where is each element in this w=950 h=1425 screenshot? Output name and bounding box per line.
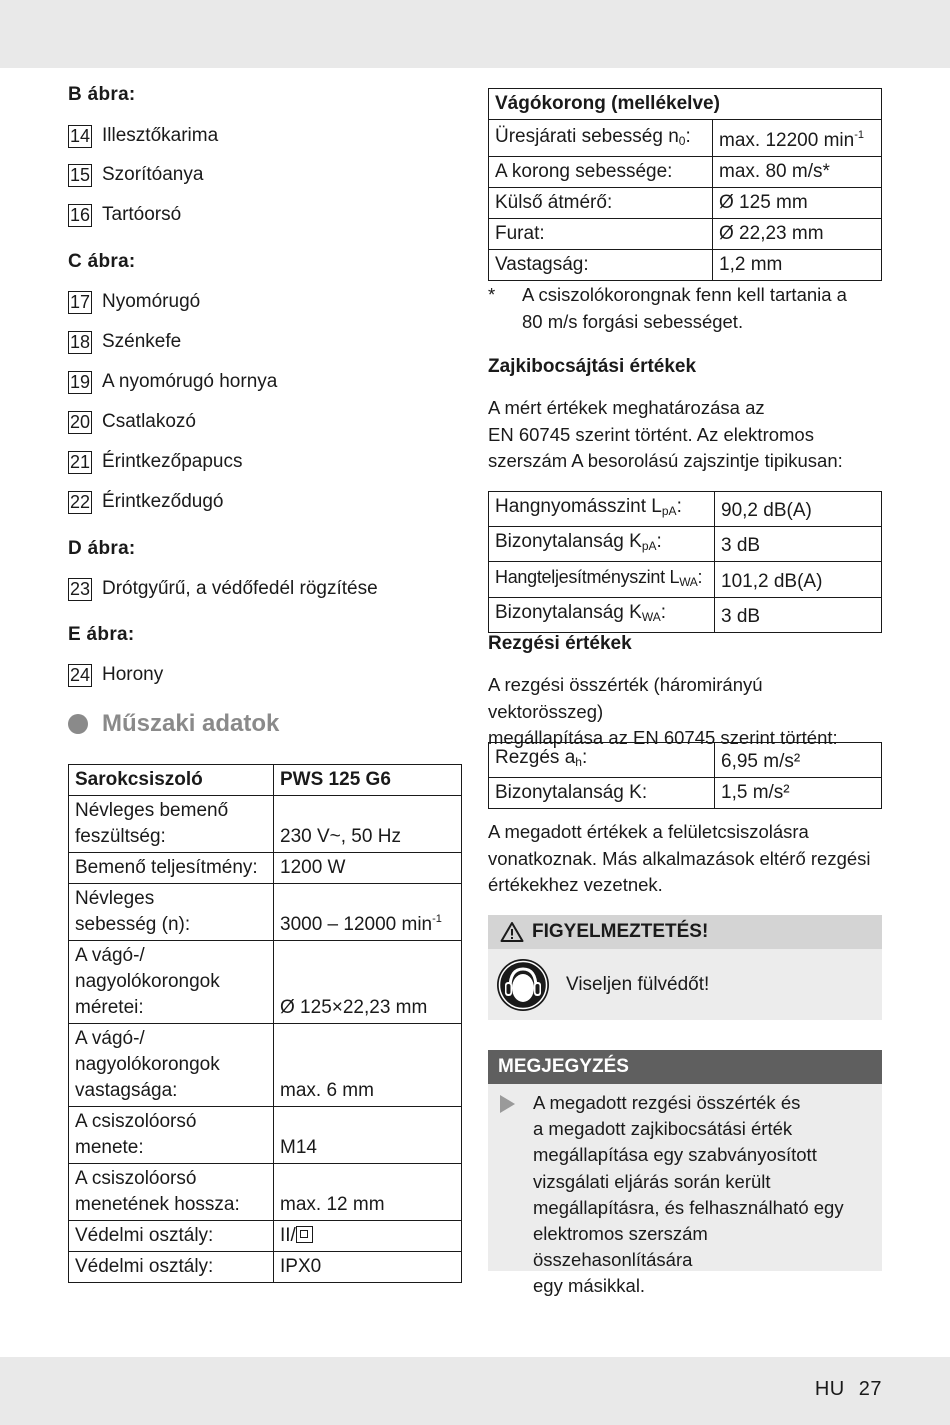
table-cell-value: 1200 W — [274, 853, 462, 884]
table-cell-label — [69, 1024, 274, 1107]
value-superscript: -1 — [432, 913, 442, 925]
label-line: vastagsága: — [75, 1080, 178, 1101]
item-label: Horony — [102, 664, 164, 685]
table-cell-label — [489, 120, 713, 157]
warning-triangle-icon — [500, 921, 524, 943]
item-label: Szénkefe — [102, 331, 182, 352]
paragraph-line: értékekhez vezetnek. — [488, 874, 663, 895]
table-row — [69, 1252, 462, 1283]
paragraph-line: A megadott értékek a felületcsiszolásra — [488, 821, 809, 842]
item-number: 23 — [69, 578, 91, 599]
table-cell-label — [489, 527, 715, 562]
section-bullet-icon — [68, 714, 88, 734]
item-label: Érintkeződugó — [102, 491, 224, 512]
table-cell-label — [489, 598, 715, 633]
note-arrow-icon — [500, 1095, 515, 1113]
table-cell-value: Ø 125×22,23 mm — [274, 941, 462, 1024]
ear-protection-icon — [496, 958, 550, 1012]
table-cell-value: 3 dB — [715, 598, 882, 633]
table-row — [69, 941, 462, 1024]
label-text: Rezgés a — [495, 747, 576, 768]
item-label: A nyomórugó hornya — [102, 371, 278, 392]
list-item — [68, 490, 223, 514]
table-row — [489, 157, 882, 188]
table-cell-label — [69, 941, 274, 1024]
table-row — [489, 598, 882, 633]
item-number: 14 — [69, 125, 91, 146]
table-row — [489, 120, 882, 157]
label-tail: : — [676, 496, 682, 517]
list-item — [68, 450, 242, 474]
footnote — [488, 282, 882, 335]
table-header-cell: PWS 125 G6 — [274, 765, 462, 796]
fig-d-heading: D ábra: — [68, 538, 136, 559]
table-cell-value: 101,2 dB(A) — [715, 562, 882, 598]
table-cell-value: max. 6 mm — [274, 1024, 462, 1107]
table-cell-label: Bemenő teljesítmény: — [69, 853, 274, 884]
item-number: 15 — [69, 164, 91, 185]
label-subscript: pA — [641, 539, 657, 553]
section-title — [68, 710, 279, 738]
table-row — [69, 1221, 462, 1252]
table-row — [489, 527, 882, 562]
label-tail: : — [656, 531, 662, 552]
value-superscript: -1 — [854, 129, 864, 141]
value-text: max. 12200 min — [719, 130, 855, 151]
item-number: 20 — [69, 411, 91, 432]
label-line: feszültség: — [75, 826, 166, 847]
table-cell-label: Vastagság: — [489, 250, 713, 281]
note-line: megállapítása egy szabványosított — [533, 1144, 817, 1166]
footnote-line: 80 m/s forgási sebességet. — [522, 310, 744, 332]
protection-class-ii-icon — [296, 1226, 313, 1243]
table-row — [489, 219, 882, 250]
label-line: sebesség (n): — [75, 914, 191, 935]
label-subscript: WA — [679, 575, 698, 589]
label-line: A csiszolóorsó — [75, 1168, 197, 1189]
table-cell-value: 6,95 m/s² — [715, 743, 882, 778]
table-cell-label: Külső átmérő: — [489, 188, 713, 219]
table-cell-value: Ø 125 mm — [713, 188, 882, 219]
warning-header — [488, 915, 882, 949]
vibration-heading: Rezgési értékek — [488, 633, 632, 654]
warning-box — [488, 915, 882, 1020]
label-text: Bizonytalanság K — [495, 531, 642, 552]
table-cell-value: 230 V~, 50 Hz — [274, 796, 462, 853]
table-cell-label — [489, 743, 715, 778]
list-item — [68, 370, 277, 394]
table-cell-value: 90,2 dB(A) — [715, 492, 882, 527]
label-line: A vágó-/ — [75, 945, 145, 966]
note-line: A megadott rezgési összérték és — [533, 1092, 801, 1113]
table-cell-label — [489, 562, 715, 598]
table-row — [69, 796, 462, 853]
list-item — [68, 290, 200, 314]
spec-table — [68, 764, 462, 1283]
table-cell-value — [713, 120, 882, 157]
table-row — [489, 743, 882, 778]
warning-title: FIGYELMEZTETÉS! — [532, 921, 709, 942]
table-row — [69, 1164, 462, 1221]
table-cell-label: Védelmi osztály: — [69, 1221, 274, 1252]
label-text: Üresjárati sebesség n — [495, 126, 679, 147]
note-line: elektromos szerszám összehasonlítására — [533, 1223, 708, 1271]
noise-heading: Zajkibocsájtási értékek — [488, 356, 697, 377]
table-cell-label: Védelmi osztály: — [69, 1252, 274, 1283]
section-title-text: Műszaki adatok — [102, 710, 280, 737]
table-cell-value — [274, 1221, 462, 1252]
label-text: Hangteljesítményszint L — [495, 567, 680, 587]
table-cell-label: Furat: — [489, 219, 713, 250]
table-row — [489, 492, 882, 527]
table-cell-label: Bizonytalanság K: — [489, 778, 715, 809]
vibration-paragraph — [488, 672, 882, 752]
item-number: 22 — [69, 491, 91, 512]
item-number: 24 — [69, 664, 91, 685]
table-cell-value: 1,2 mm — [713, 250, 882, 281]
noise-paragraph — [488, 395, 882, 475]
footnote-line: A csiszolókorongnak fenn kell tartania a — [522, 284, 847, 305]
table-row — [489, 562, 882, 598]
footer-band — [0, 1357, 950, 1425]
table-row — [69, 884, 462, 941]
note-line: megállapításra, és felhasználható egy — [533, 1196, 844, 1218]
table-cell-value: Ø 22,23 mm — [713, 219, 882, 250]
footer-language: HU — [814, 1378, 845, 1400]
list-item — [68, 124, 218, 148]
list-item — [68, 163, 203, 187]
table-row — [69, 853, 462, 884]
table-title: Vágókorong (mellékelve) — [489, 89, 882, 120]
footnote-marker: * — [488, 284, 496, 305]
note-line: egy másikkal. — [533, 1275, 646, 1297]
table-cell-label: A korong sebessége: — [489, 157, 713, 188]
label-line: nagyolókorongok — [75, 971, 220, 992]
label-line: nagyolókorongok — [75, 1054, 220, 1075]
page-number: 27 — [858, 1378, 882, 1400]
value-text: 3000 – 12000 min — [280, 914, 433, 935]
item-number: 21 — [69, 451, 91, 472]
note-header: MEGJEGYZÉS — [488, 1050, 882, 1084]
table-cell-label — [489, 492, 715, 527]
item-number: 16 — [69, 204, 91, 225]
table-cell-value: max. 12 mm — [274, 1164, 462, 1221]
table-row — [489, 188, 882, 219]
table-cell-value — [274, 884, 462, 941]
item-number: 18 — [69, 331, 91, 352]
table-header-row — [69, 765, 462, 796]
table-row — [69, 1107, 462, 1164]
table-cell-value: IPX0 — [274, 1252, 462, 1283]
item-label: Érintkezőpapucs — [102, 451, 243, 472]
warning-text: Viseljen fülvédőt! — [566, 973, 710, 995]
table-cell-value: M14 — [274, 1107, 462, 1164]
label-subscript: 0 — [678, 134, 686, 148]
paragraph-line: EN 60745 szerint történt. Az elektromos — [488, 423, 814, 445]
fig-c-heading: C ábra: — [68, 251, 136, 272]
list-item — [68, 577, 378, 601]
header-band — [0, 0, 950, 68]
label-line: méretei: — [75, 997, 144, 1018]
item-label: Tartóorsó — [102, 204, 182, 225]
label-subscript: pA — [661, 504, 677, 518]
label-tail: : — [697, 567, 703, 587]
note-line: vizsgálati eljárás során került — [533, 1170, 771, 1192]
note-line: a megadott zajkibocsátási érték — [533, 1118, 793, 1140]
note-box — [488, 1050, 882, 1297]
item-label: Drótgyűrű, a védőfedél rögzítése — [102, 578, 378, 599]
table-header-row — [489, 89, 882, 120]
vibration-table — [488, 742, 882, 809]
label-line: Névleges bemenő — [75, 800, 229, 821]
paragraph-line: vonatkoznak. Más alkalmazások eltérő rezgési — [488, 847, 871, 869]
paragraph-line: szerszám A besorolású zajszintje tipikusan: — [488, 450, 843, 471]
page-footer — [815, 1378, 882, 1401]
vibration-note-paragraph — [488, 819, 882, 899]
paragraph-line: A mért értékek meghatározása az — [488, 397, 765, 418]
item-label: Csatlakozó — [102, 411, 196, 432]
disc-table — [488, 88, 882, 281]
label-line: A vágó-/ — [75, 1028, 145, 1049]
table-row — [489, 778, 882, 809]
list-item — [68, 330, 181, 354]
item-number: 19 — [69, 371, 91, 392]
item-number: 17 — [69, 291, 91, 312]
table-cell-label — [69, 1164, 274, 1221]
item-label: Nyomórugó — [102, 291, 201, 312]
list-item — [68, 410, 196, 434]
paragraph-line: megállapítása az EN 60745 szerint történt: — [488, 727, 838, 748]
label-line: Névleges — [75, 888, 155, 909]
note-body — [488, 1084, 882, 1300]
table-cell-label — [69, 796, 274, 853]
value-text: II/ — [280, 1225, 296, 1246]
list-item — [68, 203, 181, 227]
noise-table — [488, 491, 882, 633]
label-text: Bizonytalanság K — [495, 602, 642, 623]
table-cell-label: A csiszolóorsó menete: — [69, 1107, 274, 1164]
fig-e-heading: E ábra: — [68, 624, 135, 645]
label-tail: : — [581, 747, 588, 768]
fig-b-heading: B ábra: — [68, 84, 136, 105]
list-item — [68, 663, 163, 687]
warning-body — [488, 949, 882, 1020]
table-row — [489, 250, 882, 281]
label-text: Hangnyomásszint L — [495, 496, 662, 517]
table-cell-value: 1,5 m/s² — [715, 778, 882, 809]
table-cell-value: max. 80 m/s* — [713, 157, 882, 188]
label-subscript: h — [575, 755, 582, 769]
table-cell-label — [69, 884, 274, 941]
paragraph-line: A rezgési összérték (háromirányú vektorösszeg) — [488, 674, 763, 722]
table-cell-value: 3 dB — [715, 527, 882, 562]
note-text — [533, 1090, 872, 1300]
label-tail: : — [685, 126, 691, 147]
label-tail: : — [660, 602, 666, 623]
item-label: Szorítóanya — [102, 164, 204, 185]
label-subscript: WA — [641, 610, 661, 624]
item-label: Illesztőkarima — [102, 125, 219, 146]
table-row — [69, 1024, 462, 1107]
table-header-cell: Sarokcsiszoló — [69, 765, 274, 796]
label-line: menetének hossza: — [75, 1194, 240, 1215]
